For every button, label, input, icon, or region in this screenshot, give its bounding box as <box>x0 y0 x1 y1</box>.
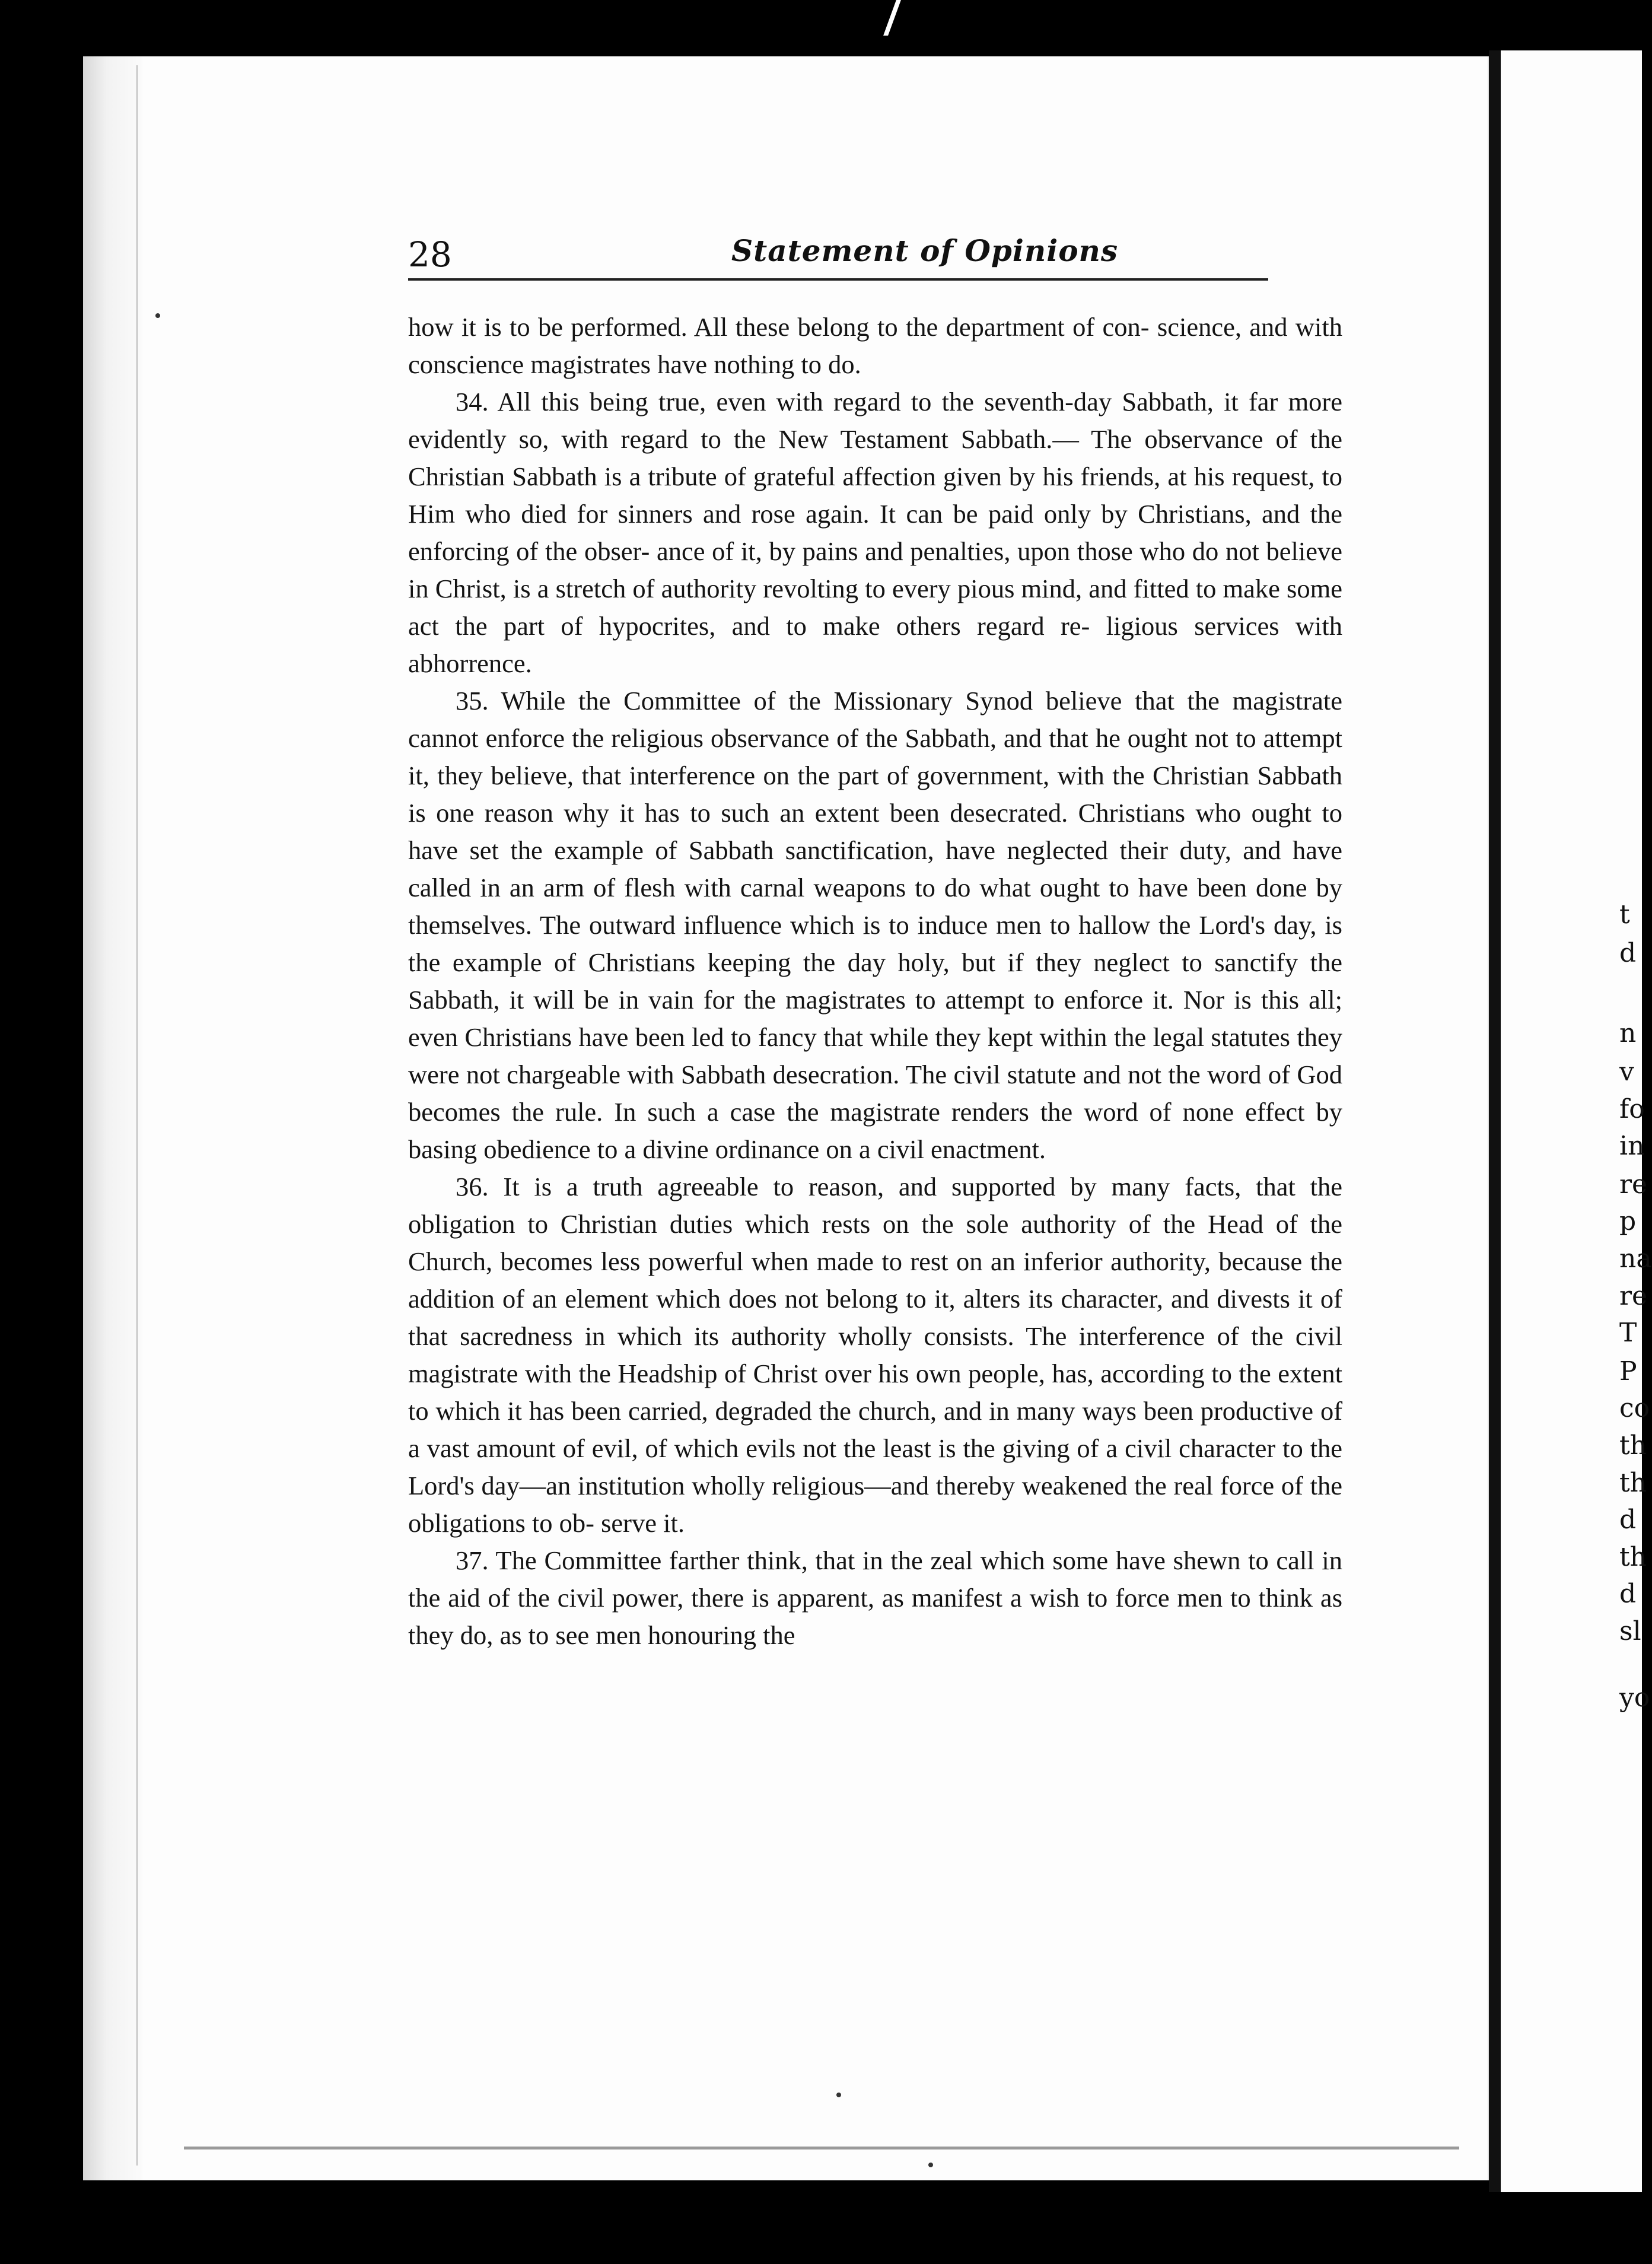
text-line: 37. The Committee farther think, that in the zeal which some have <box>456 1546 1166 1575</box>
scan-speck <box>928 2163 933 2167</box>
text-line: extent to which it has been carried, degraded the church, and in many <box>408 1359 1343 1426</box>
text-line: have been led to fancy that while they kept within the legal statutes they <box>578 1022 1343 1052</box>
facing-page-fragment: re <box>1619 1281 1648 1311</box>
page-binding-edge <box>83 56 142 2180</box>
text-line: the word of none effect by basing obedience to a divine ordinance on a <box>408 1097 1342 1164</box>
paragraph <box>408 1168 1342 1542</box>
text-line: for the magistrates to attempt to enforce it. Nor is this all; even Christians <box>408 985 1342 1052</box>
text-line: 34. All this being true, even with regard to the seventh-day Sabbath, <box>456 387 1214 416</box>
facing-page-fragment: t <box>1619 899 1630 930</box>
text-line: ways been productive of a vast amount of evil, of which evils not the least <box>408 1396 1343 1463</box>
text-line: 36. It is a truth agreeable to reason, and supported by many facts, <box>456 1172 1242 1201</box>
text-line: ance of it, by pains and penalties, upon those who do not believe in <box>408 536 1342 603</box>
text-line: again. It can be paid only by Christians, and the enforcing of the obser- <box>408 499 1343 566</box>
scan-speck <box>155 313 160 318</box>
text-line: to make some act the part of hypocrites, and to make others regard re- <box>408 574 1342 641</box>
facing-page-fragment: fo <box>1619 1094 1645 1124</box>
facing-page-fragment: na <box>1619 1244 1652 1274</box>
text-line: with the Headship of Christ over his own people, has, according to the <box>524 1359 1271 1388</box>
page-fold-line <box>136 65 138 2166</box>
header-rule <box>408 278 1268 281</box>
text-line: that he ought not to attempt it, they believe, that interference on the <box>408 723 1343 790</box>
text-line: serve it. <box>601 1508 685 1538</box>
text-line: an inferior authority, because the addition of an element which does not <box>408 1247 1342 1314</box>
text-line: that the obligation to Christian duties which rests on the sole authority <box>408 1172 1343 1239</box>
facing-page <box>1501 50 1652 2192</box>
text-line: to such an extent been desecrated. Christians who ought to have set <box>408 798 1343 865</box>
text-line: it far more evidently so, with regard to the New Testament Sabbath.— <box>408 387 1342 454</box>
text-line: part of government, with the Christian Sabbath is one reason why it has <box>408 761 1343 828</box>
scan-speck <box>836 2093 841 2097</box>
text-line: magistrate cannot enforce the religious observance of the Sabbath, and <box>408 686 1342 753</box>
paragraph <box>408 383 1342 682</box>
text-line: called in an arm of flesh with carnal weapons to do what ought to have <box>408 873 1188 902</box>
facing-page-fragment: co <box>1619 1393 1650 1423</box>
text-line: ligious services with abhorrence. <box>408 611 1342 678</box>
facing-page-fragment: in <box>1619 1131 1645 1161</box>
running-title: Statement of Opinions <box>731 233 1119 268</box>
running-head <box>408 228 1268 282</box>
scan-artifact-mark <box>883 0 901 36</box>
text-line: 35. While the Committee of the Missionary Synod believe that the <box>456 686 1220 716</box>
paragraph <box>408 682 1342 1168</box>
text-line: civil enactment. <box>877 1134 1046 1164</box>
facing-page-fragment: v <box>1619 1057 1634 1087</box>
facing-page-fragment: T <box>1619 1318 1637 1348</box>
body-text <box>408 309 1342 1654</box>
text-line: The observance of the Christian Sabbath is a tribute of grateful affection <box>408 424 1342 491</box>
text-line: day holy, but if they neglect to sanctify the Sabbath, it will be in vain <box>408 947 1343 1015</box>
text-line: of the Head of the Church, becomes less powerful when made to rest on <box>408 1209 1342 1276</box>
facing-page-fragment: th <box>1619 1468 1647 1498</box>
facing-page-fragment: sl <box>1619 1616 1641 1646</box>
facing-page-fragment: n <box>1619 1018 1637 1048</box>
facing-page-fragment: d <box>1619 1579 1637 1609</box>
text-line: the word of God becomes the rule. In such a case the magistrate renders <box>408 1060 1343 1127</box>
text-line: Christ, is a stretch of authority revolting to every pious mind, and fitted <box>435 574 1189 603</box>
text-line: how it is to be performed. All these belong to the department of con- <box>408 312 1150 342</box>
facing-page-fragment: d <box>1619 938 1637 968</box>
facing-page-fragment: p <box>1619 1206 1637 1236</box>
paragraph <box>408 1542 1342 1654</box>
text-line: men to hallow the Lord's day, is the example of Christians keeping the <box>408 910 1343 977</box>
text-line: science, and with conscience magistrates have nothing to do. <box>408 312 1342 379</box>
facing-page-fragment: re <box>1619 1169 1648 1200</box>
facing-page-fragment: yo <box>1619 1683 1650 1713</box>
text-line: shewn to call in the aid of the civil power, there is apparent, as manifest <box>408 1546 1342 1613</box>
text-line: given by his friends, at his request, to Him who died for sinners and rose <box>408 462 1342 529</box>
book-spine-gap <box>1489 50 1501 2192</box>
page-number: 28 <box>408 234 452 275</box>
facing-page-fragment: th <box>1619 1430 1647 1461</box>
text-line: a wish to force men to think as they do, as to see men honouring the <box>408 1583 1343 1650</box>
text-line: were not chargeable with Sabbath desecration. The civil statute and not <box>408 1060 1161 1089</box>
text-line: belong to it, alters its character, and divests it of that sacredness in which <box>408 1284 1342 1351</box>
facing-page-fragment: th <box>1619 1542 1647 1572</box>
facing-page-fragment: P <box>1619 1356 1637 1387</box>
text-line: been done by themselves. The outward influence which is to induce <box>408 873 1343 940</box>
text-line: religious—and thereby weakened the real force of the obligations to ob- <box>408 1471 1343 1538</box>
facing-page-fragment: d <box>1619 1505 1637 1535</box>
paragraph <box>408 309 1342 383</box>
text-line: is the giving of a civil character to the Lord's day—an institution wholly <box>408 1433 1343 1500</box>
text-line: its authority wholly consists. The interference of the civil magistrate <box>408 1321 1342 1388</box>
text-line: the example of Sabbath sanctification, have neglected their duty, and have <box>510 835 1343 865</box>
page-bottom-edge <box>184 2147 1459 2149</box>
